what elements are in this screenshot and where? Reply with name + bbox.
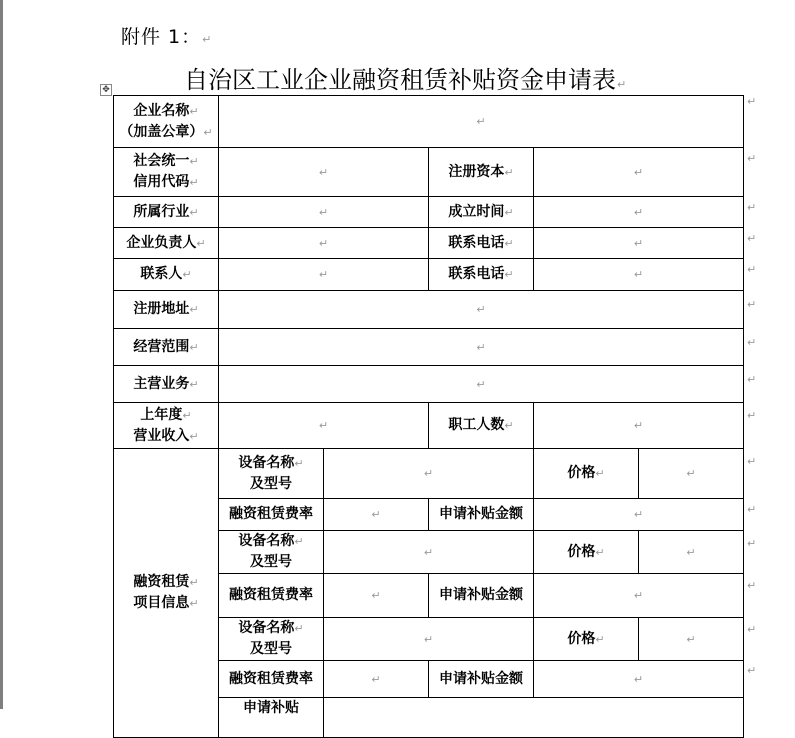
- row-end-mark: ↵: [747, 579, 757, 592]
- row-end-mark: ↵: [747, 503, 757, 516]
- label-established-time: 成立时间↵: [429, 197, 534, 228]
- field-subsidy-amount-2[interactable]: ↵: [534, 574, 744, 618]
- label-main-business: 主营业务↵: [114, 366, 219, 403]
- label-contact-phone: 联系电话↵: [429, 259, 534, 291]
- row-industry: [114, 197, 744, 228]
- label-lease-project: 融资租赁↵ 项目信息↵: [114, 449, 219, 738]
- row-equipment-1: [114, 449, 744, 499]
- field-price-2[interactable]: ↵: [639, 531, 744, 574]
- row-end-mark: ↵: [747, 152, 757, 165]
- label-price-3: 价格↵: [534, 618, 639, 661]
- label-credit-code: 社会统一↵ 信用代码↵: [114, 148, 219, 197]
- label-industry: 所属行业↵: [114, 197, 219, 228]
- row-legal-person: [114, 228, 744, 259]
- row-end-mark: ↵: [747, 336, 757, 349]
- label-registered-capital: 注册资本↵: [429, 148, 534, 197]
- label-subsidy-amount-3: 申请补贴金额: [429, 661, 534, 698]
- label-employee-count: 职工人数↵: [429, 403, 534, 449]
- row-business-scope: [114, 329, 744, 366]
- field-industry[interactable]: ↵: [219, 197, 429, 228]
- label-legal-person-phone: 联系电话↵: [429, 228, 534, 259]
- page-left-border: [0, 0, 3, 709]
- label-price-1: 价格↵: [534, 449, 639, 499]
- label-business-scope: 经营范围↵: [114, 329, 219, 366]
- field-registered-address[interactable]: ↵: [219, 291, 744, 329]
- label-legal-person: 企业负责人↵: [114, 228, 219, 259]
- label-lease-rate-1: 融资租赁费率: [219, 499, 324, 531]
- field-equipment-name-3[interactable]: ↵: [324, 618, 534, 661]
- row-last-year-revenue: [114, 403, 744, 449]
- row-end-mark: ↵: [747, 537, 757, 550]
- row-company-name: [114, 96, 744, 148]
- field-subsidy-amount-3[interactable]: ↵: [534, 661, 744, 698]
- field-lease-rate-3[interactable]: ↵: [324, 661, 429, 698]
- row-end-mark: ↵: [747, 409, 757, 422]
- field-main-business[interactable]: ↵: [219, 366, 744, 403]
- row-end-mark: ↵: [747, 298, 757, 311]
- field-registered-capital[interactable]: ↵: [534, 148, 744, 197]
- row-end-mark: ↵: [747, 373, 757, 386]
- row-end-mark: ↵: [747, 263, 757, 276]
- field-employee-count[interactable]: ↵: [534, 403, 744, 449]
- label-equipment-name-1: 设备名称↵ 及型号: [219, 449, 324, 499]
- row-credit-code: [114, 148, 744, 197]
- label-lease-rate-3: 融资租赁费率: [219, 661, 324, 698]
- label-contact-person: 联系人↵: [114, 259, 219, 291]
- label-subsidy-amount-2: 申请补贴金额: [429, 574, 534, 618]
- row-end-mark: ↵: [747, 95, 757, 108]
- row-contact-person: [114, 259, 744, 291]
- field-lease-rate-2[interactable]: ↵: [324, 574, 429, 618]
- field-equipment-name-1[interactable]: ↵: [324, 449, 534, 499]
- document-title: 自治区工业企业融资租赁补贴资金申请表↵: [184, 66, 627, 94]
- label-price-2: 价格↵: [534, 531, 639, 574]
- label-lease-rate-2: 融资租赁费率: [219, 574, 324, 618]
- field-legal-person-phone[interactable]: ↵: [534, 228, 744, 259]
- field-company-name[interactable]: ↵: [219, 96, 744, 148]
- field-contact-phone[interactable]: ↵: [534, 259, 744, 291]
- field-subsidy-amount-1[interactable]: ↵: [534, 499, 744, 531]
- row-main-business: [114, 366, 744, 403]
- label-last-year-revenue: 上年度↵ 营业收入↵: [114, 403, 219, 449]
- row-end-mark: ↵: [747, 664, 757, 677]
- label-company-name: 企业名称↵ （加盖公章）↵: [114, 96, 219, 148]
- field-equipment-name-2[interactable]: ↵: [324, 531, 534, 574]
- field-subsidy-partial[interactable]: [324, 698, 744, 738]
- table-move-handle-icon[interactable]: ✥: [100, 84, 112, 96]
- row-end-mark: ↵: [747, 232, 757, 245]
- row-registered-address: [114, 291, 744, 329]
- field-established-time[interactable]: ↵: [534, 197, 744, 228]
- row-end-mark: ↵: [747, 623, 757, 636]
- application-form-table: [113, 95, 744, 738]
- row-end-mark: ↵: [747, 201, 757, 214]
- field-business-scope[interactable]: ↵: [219, 329, 744, 366]
- field-legal-person[interactable]: ↵: [219, 228, 429, 259]
- label-equipment-name-3: 设备名称↵ 及型号: [219, 618, 324, 661]
- field-contact-person[interactable]: ↵: [219, 259, 429, 291]
- label-subsidy-amount-1: 申请补贴金额: [429, 499, 534, 531]
- attachment-label: 附件 1：↵: [121, 26, 213, 48]
- row-end-mark: ↵: [747, 455, 757, 468]
- field-credit-code[interactable]: ↵: [219, 148, 429, 197]
- field-price-3[interactable]: ↵: [639, 618, 744, 661]
- label-subsidy-partial: 申请补贴: [219, 698, 324, 738]
- label-registered-address: 注册地址↵: [114, 291, 219, 329]
- field-lease-rate-1[interactable]: ↵: [324, 499, 429, 531]
- field-last-year-revenue[interactable]: ↵: [219, 403, 429, 449]
- label-equipment-name-2: 设备名称↵ 及型号: [219, 531, 324, 574]
- field-price-1[interactable]: ↵: [639, 449, 744, 499]
